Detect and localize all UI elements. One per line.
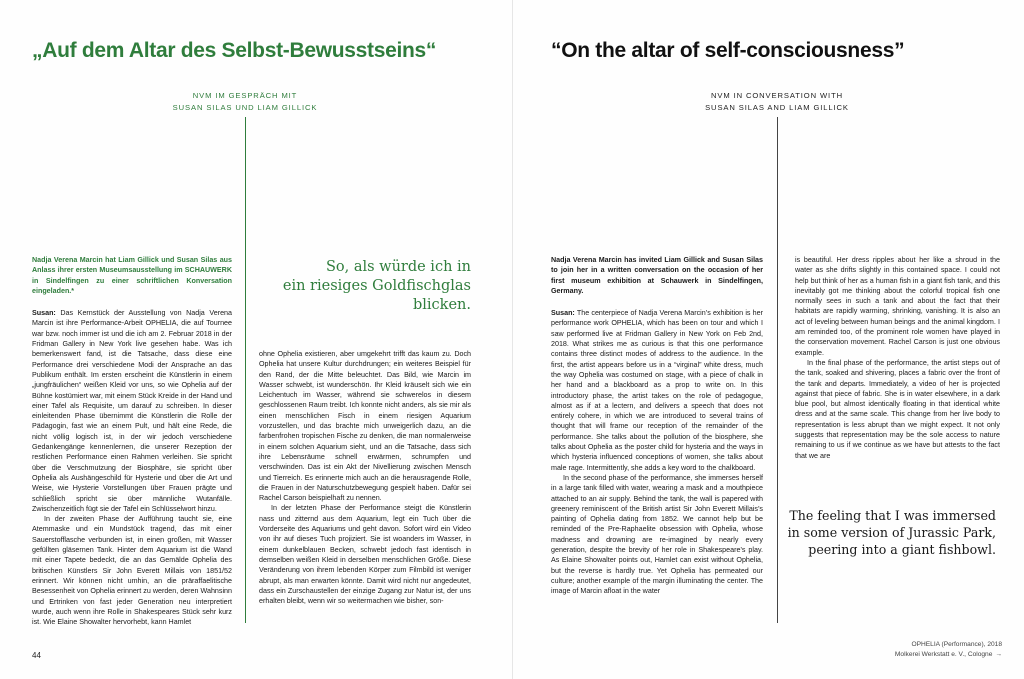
- german-paragraph-1: [32, 308, 232, 514]
- german-paragraph-1-text: Das Kernstück der Ausstellung von Nadja Verena Marcin ist ihre Performance-Arbeit OPHELIA, die auf Tournee war bzw. noch immer ist und die ich am 2. Februar 2018 in der Fridman Gallery in New York live gesehen habe. Was ich bemerkenswert fand, ist die Tatsache, dass diese eine Performance drei verschiedene Modi der Ansprache an das Publikum enthält. Im ersten erscheint die Künstlerin in einem „jungfräulichen“ weißen Kleid vor uns, so wie Ophelia auf der Bühne kostümiert war, mit einem Stück Kreide in der Hand und einer Tafel als Requisite, um darauf zu schreiben. In dieser einleitenden Phase übernimmt die Künstlerin die Rolle der Pädagogin, fast wie an einem Pult, und hält eine Rede, die nicht völlig logisch ist, in der wir jedoch verschiedene Gedankengänge kennenlernen, die unserer Rezeption der restlichen Performance einen Rahmen verleihen. Sie spricht über die Verschmutzung der Biosphäre, sie spricht über Ophelia als Aushängeschild für Hysterie und über die Art und Weise, wie Hysterie Vorstellungen über Frauen prägte und schließlich spricht sie über männliche Wutanfälle. Zwischenzeitlich fügt sie der Tafel ein Schlüsselwort hinzu.: [32, 309, 232, 513]
- german-byline-line-1: NVM IM GESPRÄCH MIT: [192, 91, 298, 100]
- folio-line-2-text: Molkerei Werkstatt e. V., Cologne: [894, 651, 993, 658]
- english-column-rule: [777, 117, 778, 623]
- english-title: “On the altar of self-consciousness”: [551, 39, 905, 63]
- english-paragraph-2: In the second phase of the performance, she immerses herself in a large tank filled with water, wearing a mask and a mouthpiece attached to an air supply. Behind the tank, the wall is papered with greenery reminiscent of the British artist Sir John Everett Millais’s painting of Ophelia dating from 1852. We cannot help but be reminded of the Pre-Raphaelite obsession with Ophelia, whose madness and drowning are re-imagined by nearly every generation, despite the brevity of her role in Shakespeare’s play. As Elaine Showalter points out, Hamlet can exist without Ophelia, but the reverse is hardly true. Yet Ophelia has permeated our culture; another example of the margin illuminating the center. The image of Marcin afloat in the water: [551, 473, 763, 596]
- english-byline-line-2: SUSAN SILAS AND LIAM GILLICK: [705, 103, 849, 112]
- german-byline-line-2: SUSAN SILAS UND LIAM GILLICK: [172, 103, 318, 112]
- english-speaker: Susan:: [551, 309, 575, 318]
- english-byline: [682, 90, 872, 114]
- english-paragraph-3: is beautiful. Her dress ripples about her like a shroud in the water as she drifts slightly in this contained space. I could not help but think of her as a human fish in a giant fish tank, and this inevitably got me thinking about the colorful tropical fish one normally sees in such a tank and about the fact that their habitats are rapidly warming, shrinking, vanishing. It is also an act of leveling between human beings and the animal kingdom. I am reminded too, of the prominent role women have played in the conservation movement. Rachel Carson is just one obvious example.: [795, 256, 1000, 357]
- english-pull-quote: [788, 507, 996, 558]
- german-paragraph-4: In der letzten Phase der Performance steigt die Künstlerin nass und zitternd aus dem Aquarium, legt ein Tuch über die Vorderseite des Aquariums und geht davon. Sofort wird ein Video von ihr auf dieses Tuch projiziert. Sie ist woanders im Wasser, in einem dunkelblauen Becken, schwebt jedoch fast identisch in demselben weißen Kleid in derselben menschlichen Größe. Diese Veränderung von ihrem lebenden Körper zum Filmbild ist weniger abrupt, als man erwarten könnte. Damit wird nicht nur angedeutet, dass ein Zurschaustellen der einzige Zugang zur Natur ist, der uns erhalten bleibt, wenn wir so weitermachen wie bisher, son-: [259, 504, 471, 606]
- english-pull-quote-line-1: The feeling that I was immersed: [789, 508, 996, 523]
- english-column-2: [795, 255, 1000, 461]
- english-paragraph-4: In the final phase of the performance, the artist steps out of the tank, soaked and shivering, places a fabric over the front of the tank and departs. Immediately, a video of her is projected against that piece of fabric. She is in water elsewhere, in a dark blue pool, but almost identically floating in that identical white dress and at the same scale. This change from her live body to representation is less abrupt than we might expect. It not only suggests that representation may be the sole access to nature remaining to us if we continue as we have but attests to the fact that we are: [795, 358, 1000, 460]
- english-paragraph-1-text: The centerpiece of Nadja Verena Marcin’s exhibition is her performance work OPHELIA, which has been on tour and which I saw performed live at Fridman Gallery in New York on Feb 2nd, 2018. What strikes me as curious is that this one performance contains three distinct modes of address to the audience. In the first, the artist appears before us in a “virginal” white dress, much the way Ophelia was costumed on stage, with a piece of chalk in her hand and a blackboard as a prop to write on. In this introductory phase, the artist takes on the role of pedagogue, almost as if at a lectern, and delivers a speech that does not entirely cohere, in which we are introduced to several trains of thought that will frame our reception of the remainder of the performance. She talks about the pollution of the biosphere, she talks about Ophelia as the poster child for hysteria and the ways in which hysteria influenced conceptions of women, she talks about male rage. Intermittently, she adds a key word to the chalkboard.: [551, 309, 763, 472]
- english-pull-quote-line-3: peering into a giant fishbowl.: [808, 542, 996, 557]
- german-title: „Auf dem Altar des Selbst-Bewusstseins“: [32, 39, 437, 63]
- arrow-right-icon[interactable]: →: [995, 651, 1002, 658]
- folio-line-1: OPHELIA (Performance), 2018: [911, 641, 1002, 648]
- page-number: 44: [32, 651, 41, 660]
- english-paragraph-1: [551, 308, 763, 473]
- german-pull-quote-line-2: ein riesiges Goldfischglas: [282, 278, 471, 294]
- folio-line-2: [895, 650, 1002, 660]
- folio: [895, 640, 1002, 660]
- german-paragraph-2: In der zweiten Phase der Aufführung taucht sie, eine Atemmaske und ein Mundstück tragend, das mit einer Sauerstofflasche verbunden ist, in einen großen, mit Wasser gefüllten gläsernen Tank. Hinter dem Aquarium ist die Wand mit einer Tapete bedeckt, die an das Gemälde Ophelia des britischen Künstlers Sir John Everett Millais von 1851/52 erinnert. Wir können nicht umhin, an die präraffaelitische Besessenheit von Ophelia erinnert zu werden, deren Wahnsinn und Ertrinken von fast jeder Generation neu interpretiert wurde, auch wenn ihre Rolle in Shakespeares Stück sehr kurz ist. Wie Elaine Showalter hervorhebt, kann Hamlet: [32, 515, 232, 627]
- german-paragraph-3: ohne Ophelia existieren, aber umgekehrt trifft das kaum zu. Doch Ophelia hat unsere Kultur durchdrungen; ein weiteres Beispiel für den Rand, der die Mitte beleuchtet. Das Bild, wie Marcin im Wasser schwebt, ist wunderschön. Ihr Kleid kräuselt sich wie ein Leichentuch im Wasser, während sie schwerelos in diesem geschlossenen Raum treibt. Ich konnte nicht anders, als sie mir als einen menschlichen Fisch in einem riesigen Aquarium vorzustellen, und das brachte mich unweigerlich dazu, an die farbenfrohen tropischen Fische zu denken, die man normalerweise in einem solchen Aquarium sieht, und an die Tatsache, dass sich ihre Lebensräume schnell erwärmen, schrumpfen und verschwinden. Das ist ein Akt der Nivellierung zwischen Mensch und Tierreich. Es erinnerte mich auch an die herausragende Rolle, die Frauen in der Naturschutzbewegung gespielt haben. Dafür sei Rachel Carson beispielhaft zu nennen.: [259, 350, 471, 503]
- german-column-2: [259, 349, 471, 606]
- german-column-1: [32, 255, 232, 627]
- english-column-1: [551, 255, 763, 597]
- english-byline-line-1: NVM IN CONVERSATION WITH: [711, 91, 843, 100]
- german-pull-quote-line-3: blicken.: [413, 297, 471, 313]
- german-speaker: Susan:: [32, 309, 56, 318]
- german-lead: Nadja Verena Marcin hat Liam Gillick und Susan Silas aus Anlass ihrer ersten Museumsausstellung im SCHAUWERK in Sindelfingen zu einer schriftlichen Konversation eingeladen.*: [32, 256, 232, 295]
- german-byline: [150, 90, 340, 114]
- page-gutter: [512, 0, 513, 679]
- german-pull-quote-line-1: So, als würde ich in: [325, 259, 471, 275]
- english-lead: Nadja Verena Marcin has invited Liam Gillick and Susan Silas to join her in a written conversation on the occasion of her first museum exhibition at Schauwerk in Sindelfingen, Germany.: [551, 256, 763, 295]
- german-pull-quote: [283, 258, 471, 315]
- german-column-rule: [245, 117, 246, 623]
- english-pull-quote-line-2: in some version of Jurassic Park,: [787, 525, 996, 540]
